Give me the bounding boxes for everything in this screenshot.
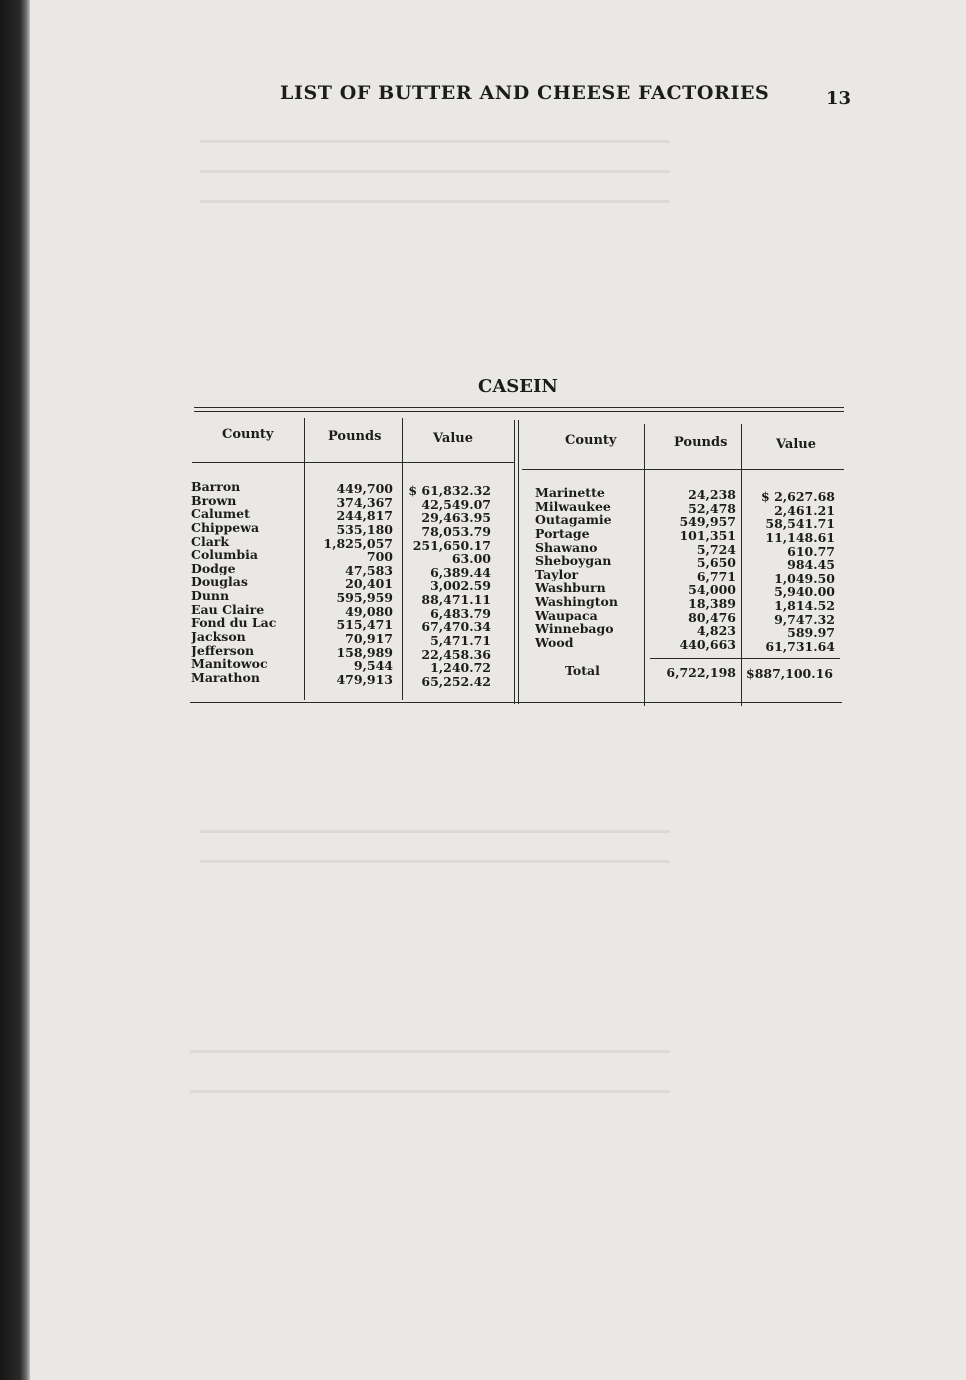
table-cell-value: 6,483.79 (430, 605, 491, 621)
total-label: Total (565, 663, 600, 678)
table-cell-county: Manitowoc (191, 657, 268, 671)
table-cell-county: Columbia (191, 548, 258, 562)
table-cell-pounds: 374,367 (336, 494, 393, 510)
table-cell-pounds: 101,351 (679, 527, 736, 543)
table-bottom-rule (190, 702, 842, 703)
column-header-pounds: Pounds (328, 429, 382, 444)
table-cell-pounds: 700 (366, 549, 393, 565)
table-cell-value: 1,240.72 (430, 660, 491, 676)
table-cell-value: 78,053.79 (421, 523, 491, 539)
table-cell-pounds: 20,401 (345, 576, 393, 592)
table-cell-pounds: 244,817 (336, 508, 393, 524)
table-cell-value: 5,940.00 (774, 584, 835, 600)
table-cell-value: 2,461.21 (774, 502, 835, 518)
bleed-through (200, 830, 670, 833)
table-cell-pounds: 52,478 (688, 500, 736, 516)
table-cell-county: Dunn (191, 589, 230, 603)
left-value-column (405, 484, 491, 689)
bleed-through (190, 1090, 670, 1093)
bleed-through (200, 860, 670, 863)
bleed-through (200, 170, 670, 173)
bleed-through (200, 140, 670, 143)
table-cell-county: Portage (535, 526, 590, 541)
table-cell-value: 251,650.17 (412, 537, 491, 553)
table-cell-value: 88,471.11 (421, 592, 491, 608)
column-header-pounds: Pounds (674, 435, 728, 450)
table-cell-county: Eau Claire (191, 602, 265, 617)
column-header-county: County (565, 433, 617, 448)
table-cell-county: Barron (191, 480, 241, 494)
book-binding-edge (0, 0, 30, 1380)
table-cell-value: 58,541.71 (765, 516, 835, 532)
table-cell-county: Douglas (191, 575, 248, 590)
header-underline-left (192, 462, 514, 463)
right-county-column (535, 486, 643, 650)
table-cell-pounds: 6,771 (696, 568, 736, 584)
table-cell-pounds: 1,825,057 (323, 535, 393, 551)
column-header-value: Value (776, 437, 816, 452)
table-top-rule (194, 407, 844, 408)
table-cell-value: 1,049.50 (774, 570, 835, 586)
table-cell-county: Jefferson (191, 643, 255, 658)
left-county-column (191, 480, 301, 685)
table-cell-county: Washburn (535, 581, 606, 596)
column-divider (741, 424, 742, 706)
table-cell-pounds: 595,959 (336, 590, 393, 606)
table-cell-value: 9,747.32 (774, 611, 835, 627)
table-cell-county: Clark (191, 534, 230, 549)
left-pounds-column (310, 482, 393, 687)
table-cell-pounds: 70,917 (345, 631, 393, 647)
table-cell-county: Marathon (191, 670, 260, 685)
table-cell-county: Outagamie (535, 513, 612, 527)
table-cell-county: Fond du Lac (191, 616, 277, 631)
table-cell-pounds: 49,080 (345, 603, 393, 619)
table-cell-pounds: 449,700 (336, 481, 393, 496)
table-cell-pounds: 18,389 (688, 596, 736, 612)
table-cell-pounds: 515,471 (336, 617, 393, 633)
table-cell-value: 42,549.07 (421, 496, 491, 512)
table-cell-county: Shawano (535, 540, 598, 555)
table-cell-county: Chippewa (191, 520, 260, 535)
table-cell-value: 67,470.34 (421, 619, 491, 635)
table-title: CASEIN (478, 376, 558, 397)
right-pounds-column (650, 488, 736, 652)
column-header-county: County (222, 427, 274, 442)
table-cell-pounds: 5,724 (696, 541, 736, 557)
table-cell-pounds: 24,238 (688, 487, 736, 502)
center-divider (514, 420, 515, 704)
page-number: 13 (826, 88, 852, 109)
table-cell-value: 29,463.95 (421, 510, 491, 526)
table-cell-pounds: 80,476 (688, 609, 736, 625)
page-header: LIST OF BUTTER AND CHEESE FACTORIES (280, 82, 770, 104)
table-cell-county: Taylor (535, 567, 579, 582)
table-cell-value: $ 2,627.68 (761, 489, 835, 504)
right-value-column (746, 490, 835, 654)
table-cell-pounds: 535,180 (336, 521, 393, 537)
table-cell-county: Winnebago (535, 622, 614, 637)
table-cell-county: Jackson (191, 630, 246, 644)
table-cell-pounds: 5,650 (696, 555, 736, 571)
table-cell-county: Brown (191, 493, 237, 508)
table-cell-pounds: 440,663 (679, 637, 736, 653)
table-cell-value: 589.97 (787, 625, 835, 641)
table-cell-county: Waupaca (535, 608, 598, 623)
table-cell-value: 610.77 (787, 543, 835, 559)
table-cell-pounds: 549,957 (679, 514, 736, 530)
table-cell-value: 61,731.64 (765, 639, 835, 655)
table-cell-value: 984.45 (787, 557, 835, 573)
table-cell-pounds: 4,823 (696, 623, 736, 639)
table-cell-county: Milwaukee (535, 499, 611, 514)
table-cell-county: Dodge (191, 561, 236, 576)
bleed-through (200, 200, 670, 203)
bleed-through (190, 1050, 670, 1053)
center-divider-inner (518, 420, 519, 704)
table-cell-pounds: 9,544 (353, 658, 393, 674)
total-rule (650, 658, 840, 659)
table-cell-value: 65,252.42 (421, 673, 491, 689)
table-cell-county: Marinette (535, 486, 605, 500)
table-cell-pounds: 47,583 (345, 562, 393, 578)
table-cell-pounds: 479,913 (336, 671, 393, 687)
table-cell-pounds: 158,989 (336, 644, 393, 660)
table-cell-value: 3,002.59 (430, 578, 491, 594)
table-cell-value: $ 61,832.32 (408, 483, 491, 498)
column-divider (304, 418, 305, 700)
table-cell-county: Washington (535, 595, 618, 609)
column-divider (402, 418, 403, 700)
column-header-value: Value (433, 431, 473, 446)
header-underline-right (522, 469, 844, 470)
table-cell-county: Sheboygan (535, 554, 612, 568)
table-cell-value: 11,148.61 (765, 529, 835, 545)
table-cell-value: 6,389.44 (430, 564, 491, 580)
table-cell-value: 5,471.71 (430, 633, 491, 649)
total-value: $887,100.16 (746, 666, 833, 681)
table-cell-value: 63.00 (451, 551, 491, 567)
table-cell-county: Wood (535, 636, 574, 650)
table-cell-county: Calumet (191, 507, 250, 521)
table-cell-pounds: 54,000 (688, 582, 736, 598)
total-pounds: 6,722,198 (666, 665, 736, 680)
table-cell-value: 1,814.52 (774, 598, 835, 614)
table-top-rule-inner (194, 411, 844, 412)
table-cell-value: 22,458.36 (421, 646, 491, 662)
